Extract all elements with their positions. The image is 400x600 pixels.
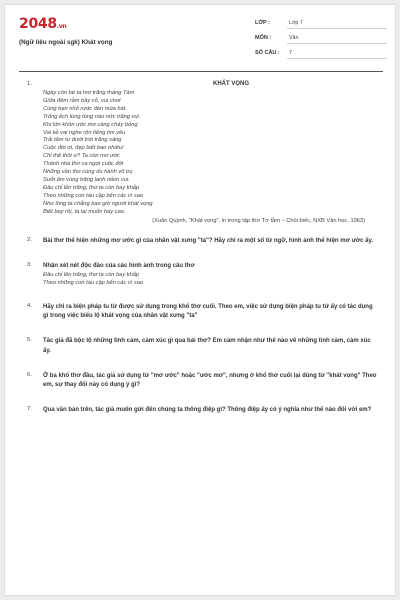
question-text: Qua văn bản trên, tác giả muốn gửi đến chúng ta thông điệp gì? Thông điệp ấy có ý nghĩa như thế nào đối với em?	[43, 407, 372, 414]
logo-main: 2048	[19, 16, 57, 32]
question-6	[27, 372, 379, 390]
document-title: (Ngữ liệu ngoài sgk) Khát vọng	[19, 39, 113, 46]
question-7	[27, 406, 379, 415]
poem-line: Giữa đêm rằm bầy cỗ, vui chơi	[43, 97, 121, 104]
quoted-line: Đâu chỉ lên trăng, thơ ta còn bay khắp	[43, 271, 140, 278]
poem-line: Thành nhà thơ ca ngợi cuộc đời	[43, 161, 124, 168]
meta-row-class	[255, 19, 387, 32]
question-number: 5.	[27, 337, 32, 344]
question-text: Ở ba khổ thơ đầu, tác giả sử dụng từ "mơ ước" hoặc "ước mơ", nhưng ở khổ thơ cuối lại dùng từ "khát vọng" Theo em, sự thay đổi này có dụng ý gì?	[43, 372, 377, 388]
worksheet-meta	[255, 19, 387, 64]
worksheet-header	[5, 5, 397, 67]
question-number: 4.	[27, 302, 32, 309]
logo-suffix: .vn	[56, 23, 67, 30]
quoted-line: Theo những con tàu cập bến các vì sao	[43, 279, 144, 286]
header-divider	[19, 71, 383, 72]
poem-line: Khi lớn khôn ước mơ càng cháy bỏng	[43, 121, 138, 128]
question-number: 3.	[27, 261, 32, 268]
poem-line: Theo những con tàu cập bến các vì sao	[43, 192, 144, 199]
questions-list	[27, 81, 379, 415]
poem-line: Trống ếch lùng tùng náo nức trăng vui.	[43, 113, 141, 120]
meta-label: LỚP :	[255, 20, 270, 26]
poem-line: Trải tâm tư dưới trời trăng sáng	[43, 137, 122, 144]
meta-label: SỐ CÂU :	[255, 50, 280, 56]
question-1	[27, 81, 379, 225]
question-text: Bài thơ thể hiện những mơ ước gì của nhân vật xưng "ta"? Hãy chỉ ra một số từ ngữ, hình ảnh thể hiện mơ ước ấy.	[43, 237, 374, 244]
poem-line: Chỉ thế thôi ư? Ta còn mơ ước	[43, 153, 120, 160]
meta-value: Lớp 7	[289, 20, 303, 26]
poem-source: (Xuân Quỳnh, "Khát vọng", in trong tập thơ Tơ tằm – Chồi biếc, NXB Văn học, 1963)	[152, 217, 365, 224]
poem-line: Ngày còn bé ta mơ trăng tháng Tám	[43, 90, 135, 96]
question-text: Tác giả đã bộc lộ những tình cảm, cảm xúc gì qua bài thơ? Em cảm nhận như thế nào về những tình cảm, cảm xúc ấy.	[43, 338, 371, 354]
question-text: Hãy chỉ ra biện pháp tu từ được sử dụng trong khổ thơ cuối. Theo em, việc sử dụng biện pháp tu từ ấy có tác dụng gì trong việc biểu lộ khát vọng của nhân vật xưng "ta"	[43, 303, 373, 320]
question-2	[27, 237, 379, 246]
meta-underline	[287, 34, 387, 44]
question-number: 6.	[27, 371, 32, 378]
question-3	[27, 262, 379, 287]
meta-value: Văn	[289, 35, 299, 41]
question-number: 7.	[27, 406, 32, 413]
question-number: 2.	[27, 236, 32, 243]
poem-line: Cuộc đời ơi, đẹp biết bao nhiêu!	[43, 145, 124, 152]
worksheet-page	[4, 4, 396, 596]
meta-label: MÔN :	[255, 35, 272, 41]
meta-row-question-count	[255, 49, 387, 62]
question-number: 1.	[27, 81, 32, 87]
poem-line: Sưởi ấm vùng trăng lạnh niềm vui.	[43, 176, 130, 183]
meta-row-subject	[255, 34, 387, 47]
meta-value: 7	[289, 50, 292, 56]
site-logo[interactable]	[19, 16, 66, 32]
question-5	[27, 337, 379, 355]
question-4	[27, 303, 379, 321]
poem-line: Cùng bạn nhỏ rước đèn múa hát	[43, 105, 126, 112]
poem-line: Đâu chỉ lên trăng, thơ ta còn bay khắp	[43, 184, 140, 191]
poem-line: Vai kề vai nghe rộn tiếng tim yêu	[43, 129, 126, 136]
poem-title: KHÁT VỌNG	[213, 81, 249, 87]
poem-text	[43, 90, 379, 217]
poem-line: Như lòng ta chẳng bao giờ ngưới khát vọng	[43, 200, 153, 207]
poem-line: Những vần thơ cùng du hành vũ trụ	[43, 169, 133, 176]
meta-underline	[287, 49, 387, 59]
question-text: Nhận xét nét độc đáo của các hình ảnh trong câu thơ	[43, 262, 195, 269]
poem-line: Biết bay rồi, ta lại muốn bay cao.	[43, 208, 126, 215]
